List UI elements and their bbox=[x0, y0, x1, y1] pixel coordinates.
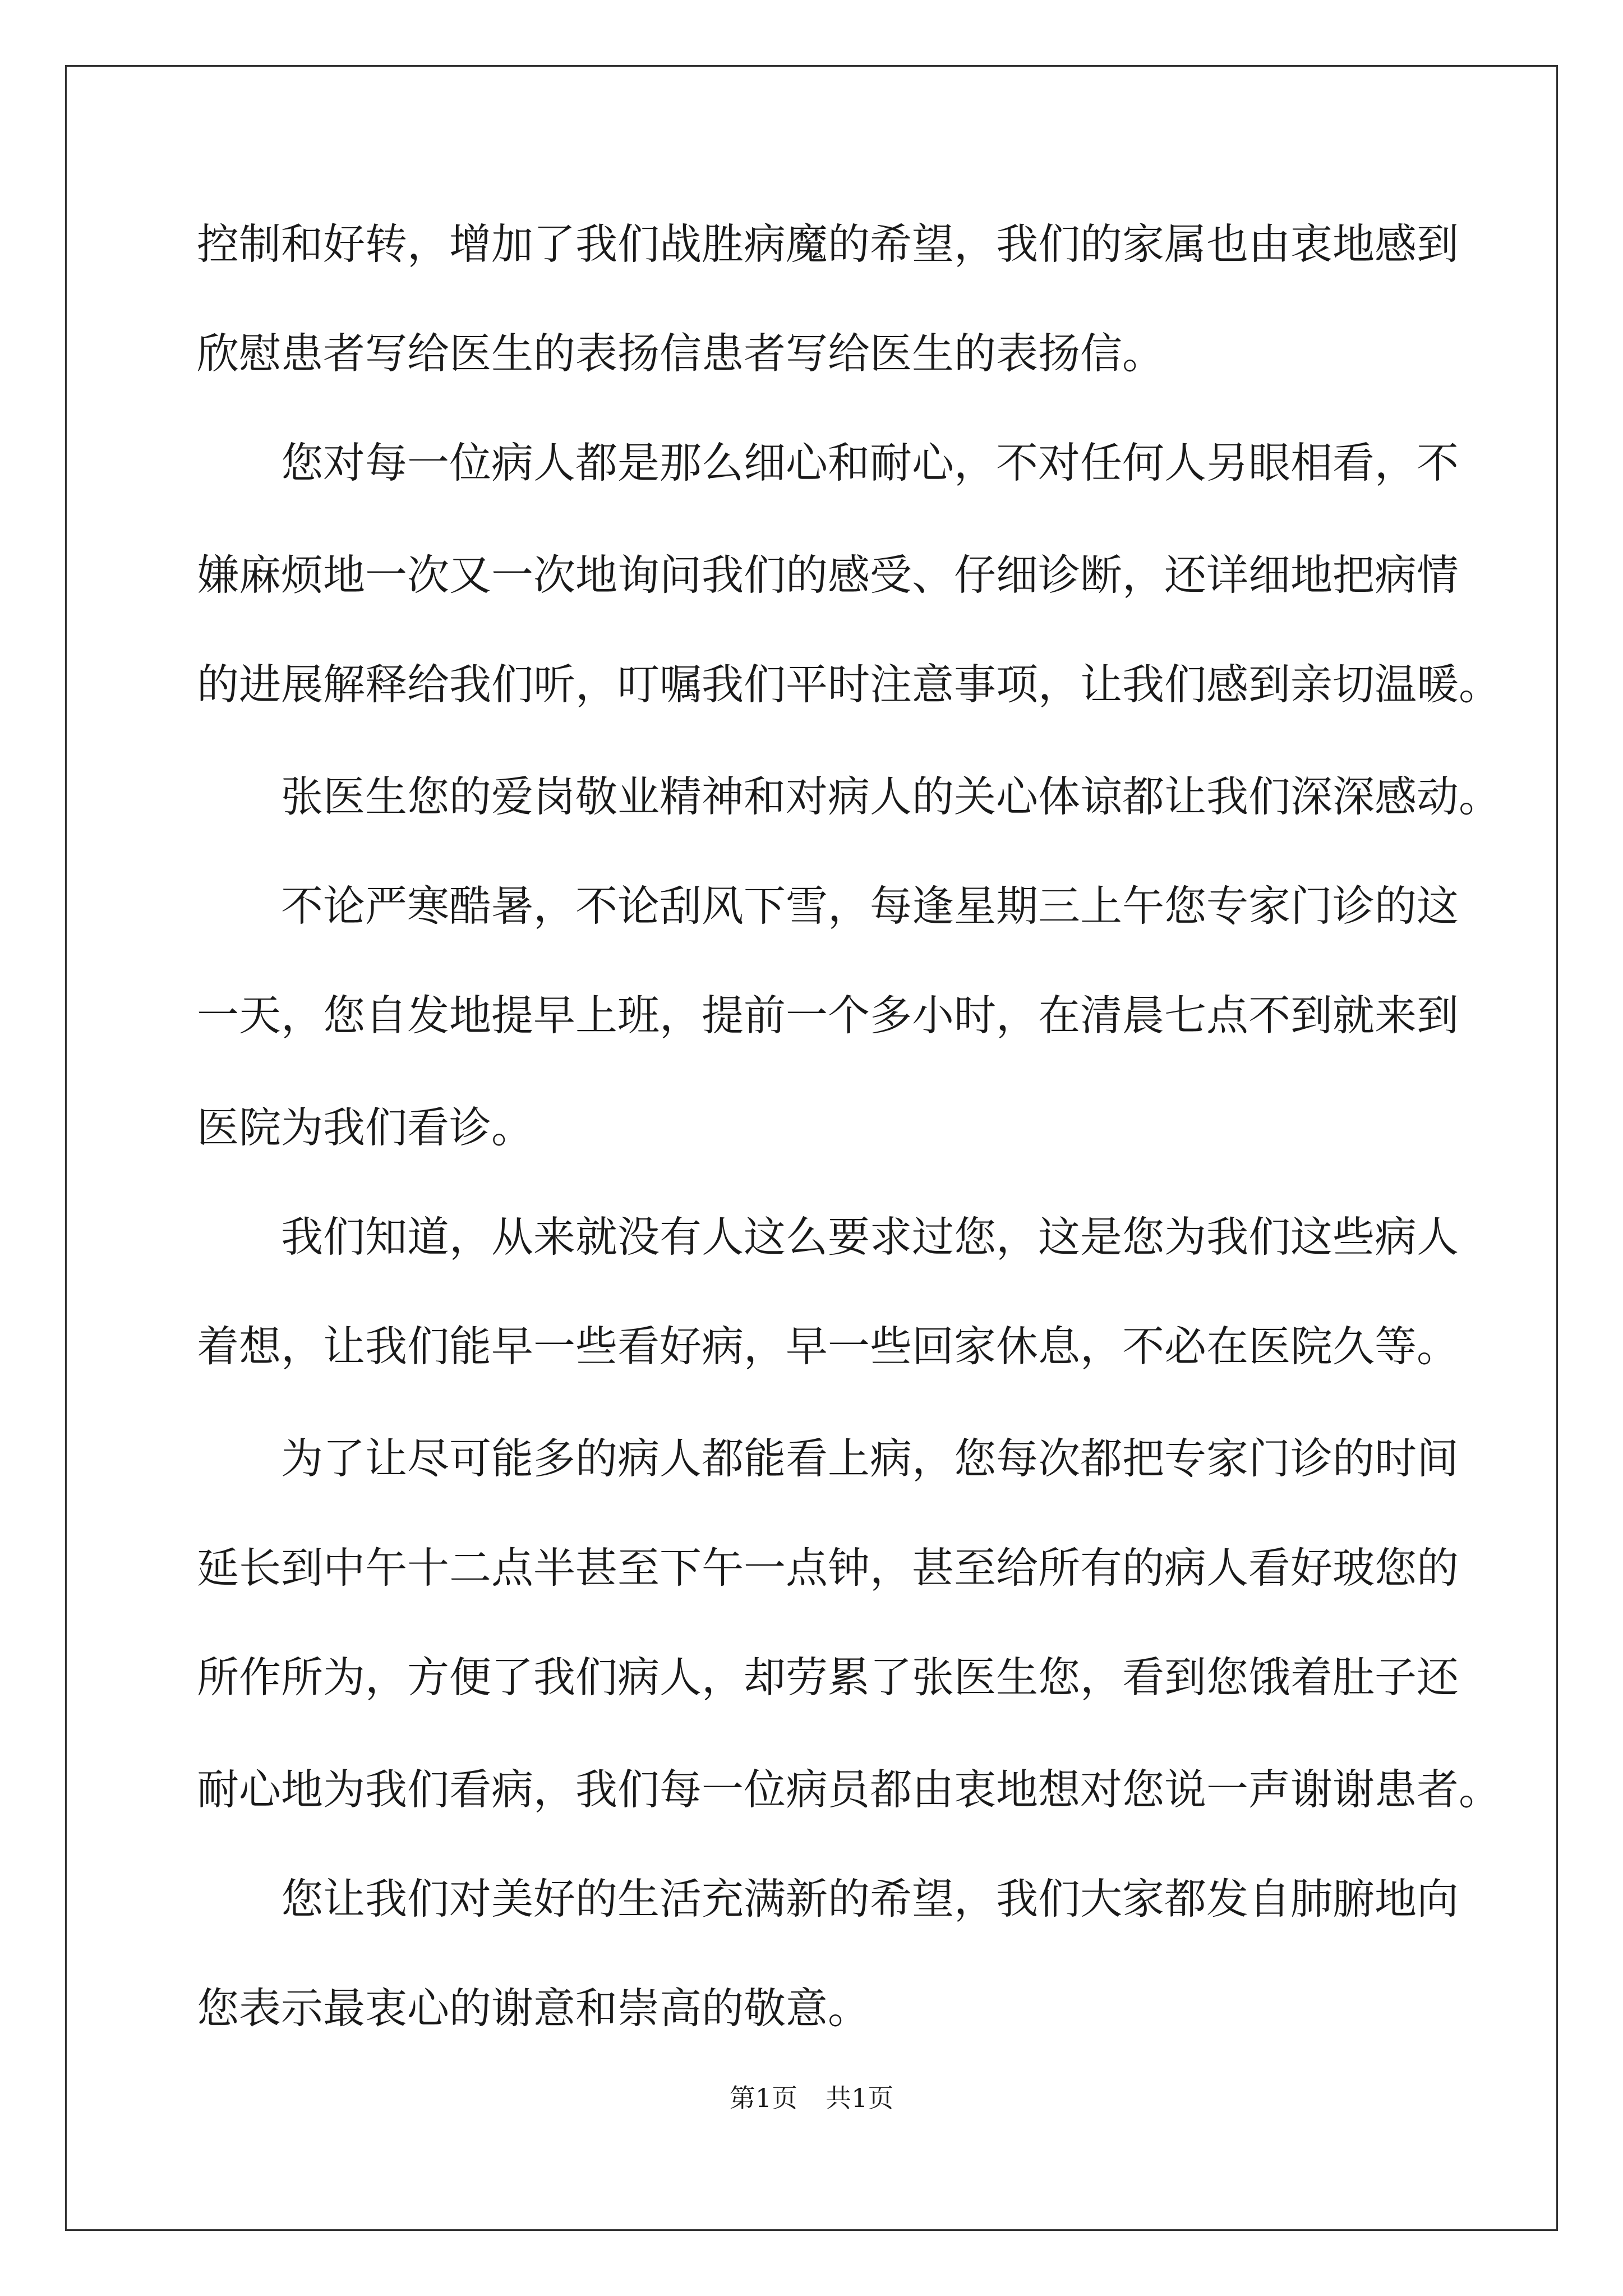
text-line: 您让我们对美好的生活充满新的希望，我们大家都发自肺腑地向 bbox=[197, 1874, 1459, 1924]
page-number-current: 第1页 bbox=[729, 2083, 797, 2113]
text-line: 为了让尽可能多的病人都能看上病，您每次都把专家门诊的时间 bbox=[197, 1434, 1459, 1483]
text-line: 一天，您自发地提早上班，提前一个多小时，在清晨七点不到就来到 bbox=[197, 991, 1459, 1040]
text-line: 嫌麻烦地一次又一次地询问我们的感受、仔细诊断，还详细地把病情 bbox=[197, 550, 1459, 600]
text-line: 我们知道，从来就没有人这么要求过您，这是您为我们这些病人 bbox=[197, 1212, 1459, 1262]
text-line: 着想，让我们能早一些看好病，早一些回家休息，不必在医院久等。 bbox=[197, 1322, 1459, 1371]
text-line: 耐心地为我们看病，我们每一位病员都由衷地想对您说一声谢谢患者。 bbox=[197, 1765, 1501, 1814]
page-footer bbox=[0, 2081, 1623, 2115]
text-line: 您对每一位病人都是那么细心和耐心，不对任何人另眼相看，不 bbox=[197, 438, 1459, 487]
text-line: 延长到中午十二点半甚至下午一点钟，甚至给所有的病人看好玻您的 bbox=[197, 1543, 1459, 1593]
page-number-total: 共1页 bbox=[826, 2083, 894, 2113]
text-line: 所作所为，方便了我们病人，却劳累了张医生您，看到您饿着肚子还 bbox=[197, 1653, 1459, 1702]
text-line: 的进展解释给我们听，叮嘱我们平时注意事项，让我们感到亲切温暖。 bbox=[197, 660, 1501, 709]
text-line: 欣慰患者写给医生的表扬信患者写给医生的表扬信。 bbox=[197, 329, 1165, 378]
text-line: 医院为我们看诊。 bbox=[197, 1103, 534, 1152]
text-line: 您表示最衷心的谢意和崇高的敬意。 bbox=[197, 1984, 870, 2033]
text-line: 张医生您的爱岗敬业精神和对病人的关心体谅都让我们深深感动。 bbox=[197, 772, 1501, 821]
text-line: 控制和好转，增加了我们战胜病魔的希望，我们的家属也由衷地感到 bbox=[197, 219, 1459, 269]
text-line: 不论严寒酷暑，不论刮风下雪，每逢星期三上午您专家门诊的这 bbox=[197, 881, 1459, 931]
